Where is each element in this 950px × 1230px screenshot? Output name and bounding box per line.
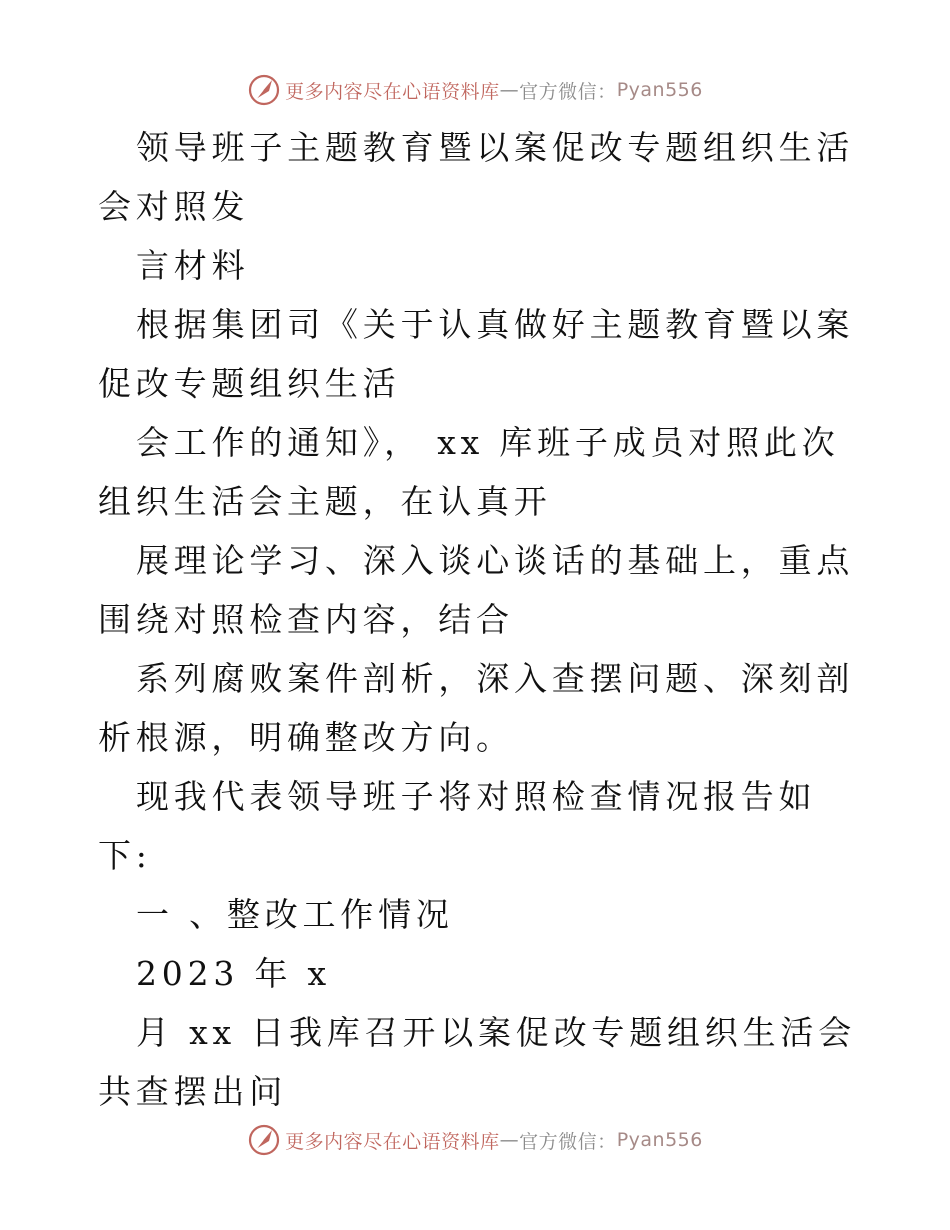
- document-title: 领导班子主题教育暨以案促改专题组织生活会对照发: [98, 128, 855, 226]
- watermark-label: 官方微信：: [519, 80, 617, 103]
- watermark-dash: —: [499, 79, 520, 101]
- footer-watermark: [0, 1120, 950, 1160]
- quill-logo-icon: [247, 1123, 281, 1157]
- paragraph: 现我代表领导班子将对照检查情况报告如下:: [98, 777, 817, 875]
- paragraph: 根据集团司《关于认真做好主题教育暨以案促改专题组织生活: [98, 305, 855, 403]
- paragraph: 2023 年 x: [136, 954, 331, 993]
- document-body: [98, 118, 858, 1121]
- paragraph: 月 xx 日我库召开以案促改专题组织生活会共查摆出问: [98, 1013, 857, 1111]
- watermark-wechat-id: Pyan556: [616, 79, 703, 101]
- document-title-continued: 言材料: [136, 246, 250, 285]
- paragraph: 展理论学习、深入谈心谈话的基础上，重点围绕对照检查内容，结合: [98, 541, 855, 639]
- watermark-main-text: 更多内容尽在心语资料库: [285, 80, 500, 103]
- watermark-wechat-id: Pyan556: [616, 1129, 703, 1151]
- section-heading: 一 、整改工作情况: [136, 895, 454, 934]
- header-watermark: [0, 70, 950, 110]
- watermark-dash: —: [499, 1129, 520, 1151]
- watermark-main-text: 更多内容尽在心语资料库: [285, 1130, 500, 1153]
- watermark-label: 官方微信：: [519, 1130, 617, 1153]
- quill-logo-icon: [247, 73, 281, 107]
- paragraph: 系列腐败案件剖析，深入查摆问题、深刻剖析根源，明确整改方向。: [98, 659, 855, 757]
- paragraph: 会工作的通知》， xx 库班子成员对照此次组织生活会主题，在认真开: [98, 423, 840, 521]
